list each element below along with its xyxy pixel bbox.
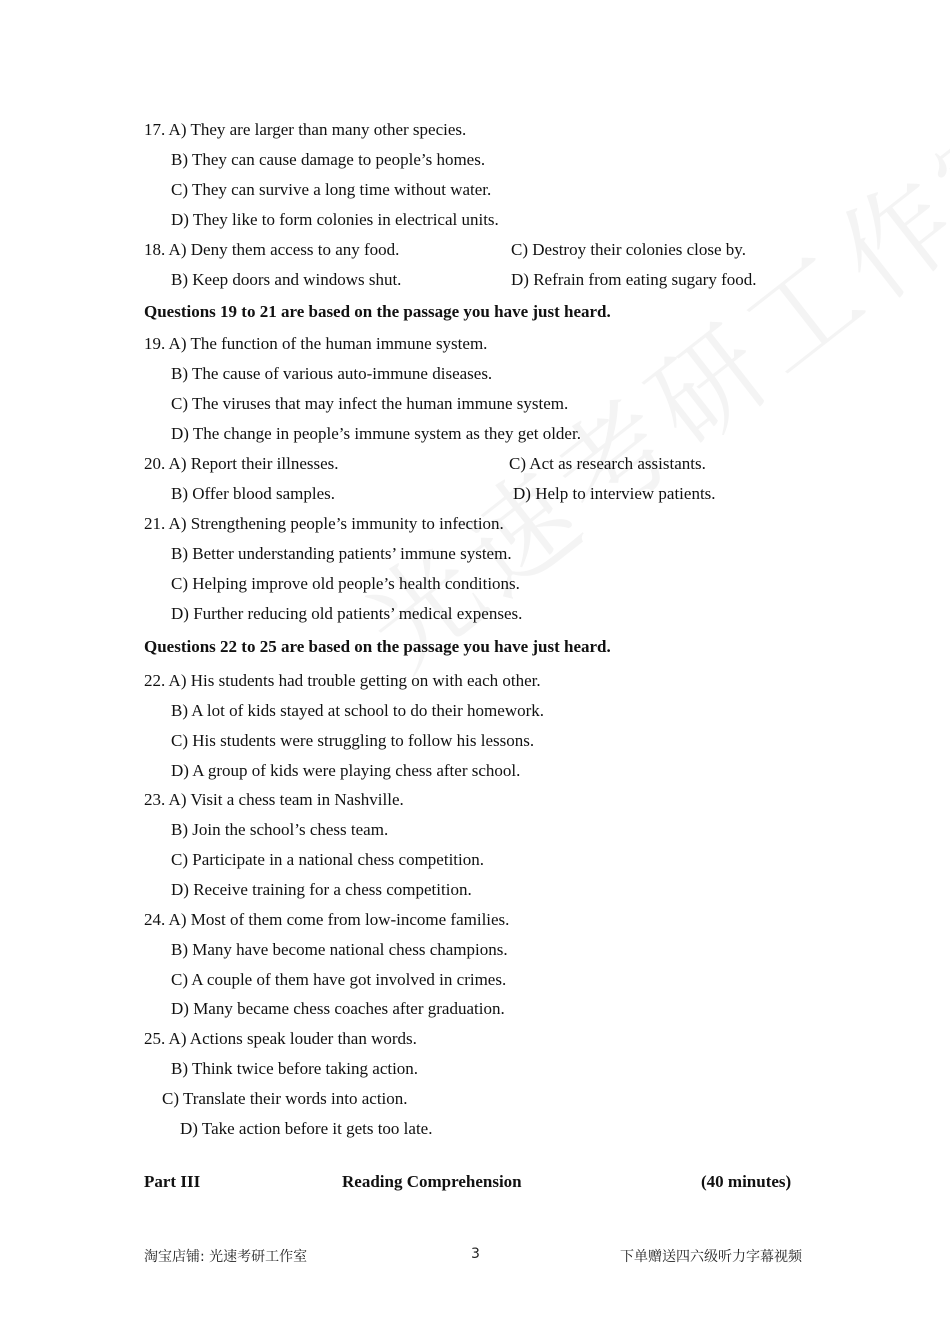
q25-option-b: B) Think twice before taking action. bbox=[171, 1059, 419, 1078]
q20-option-d: D) Help to interview patients. bbox=[513, 484, 716, 503]
q20-option-a: 20. A) Report their illnesses. bbox=[144, 454, 339, 473]
q21-option-c: C) Helping improve old people’s health conditions. bbox=[171, 574, 520, 593]
q24-option-c: C) A couple of them have got involved in crimes. bbox=[171, 970, 507, 989]
q21-option-b: B) Better understanding patients’ immune system. bbox=[171, 544, 512, 563]
q22-option-a: 22. A) His students had trouble getting on with each other. bbox=[144, 671, 541, 690]
q24-option-b: B) Many have become national chess champions. bbox=[171, 940, 508, 959]
q18-option-b: B) Keep doors and windows shut. bbox=[171, 270, 402, 289]
q24-option-a: 24. A) Most of them come from low-income families. bbox=[144, 910, 510, 929]
q23-option-c: C) Participate in a national chess competition. bbox=[171, 850, 484, 869]
q20-option-c: C) Act as research assistants. bbox=[509, 454, 706, 473]
q17-option-a: 17. A) They are larger than many other species. bbox=[144, 120, 467, 139]
q23-option-d: D) Receive training for a chess competition. bbox=[171, 880, 472, 899]
q23-option-a: 23. A) Visit a chess team in Nashville. bbox=[144, 790, 404, 809]
section-heading-22-25: Questions 22 to 25 are based on the passage you have just heard. bbox=[144, 637, 611, 656]
q24-option-d: D) Many became chess coaches after graduation. bbox=[171, 999, 505, 1018]
q25-option-a: 25. A) Actions speak louder than words. bbox=[144, 1029, 417, 1048]
q25-option-d: D) Take action before it gets too late. bbox=[180, 1119, 433, 1138]
q22-option-d: D) A group of kids were playing chess after school. bbox=[171, 761, 521, 780]
q19-option-d: D) The change in people’s immune system as they get older. bbox=[171, 424, 581, 443]
q17-option-b: B) They can cause damage to people’s homes. bbox=[171, 150, 486, 169]
part-number: Part III bbox=[144, 1172, 201, 1191]
q19-option-a: 19. A) The function of the human immune system. bbox=[144, 334, 488, 353]
q18-option-d: D) Refrain from eating sugary food. bbox=[511, 270, 757, 289]
section-heading-19-21: Questions 19 to 21 are based on the passage you have just heard. bbox=[144, 302, 611, 321]
q25-option-c: C) Translate their words into action. bbox=[162, 1089, 408, 1108]
q21-option-d: D) Further reducing old patients’ medical expenses. bbox=[171, 604, 523, 623]
q21-option-a: 21. A) Strengthening people’s immunity to infection. bbox=[144, 514, 504, 533]
q17-option-d: D) They like to form colonies in electrical units. bbox=[171, 210, 499, 229]
footer-promo: 下单赠送四六级听力字幕视频 bbox=[620, 1249, 802, 1265]
q18-option-c: C) Destroy their colonies close by. bbox=[511, 240, 746, 259]
q22-option-c: C) His students were struggling to follow his lessons. bbox=[171, 731, 535, 750]
q19-option-b: B) The cause of various auto-immune diseases. bbox=[171, 364, 493, 383]
q19-option-c: C) The viruses that may infect the human immune system. bbox=[171, 394, 569, 413]
part-time: (40 minutes) bbox=[701, 1172, 792, 1191]
q17-option-c: C) They can survive a long time without water. bbox=[171, 180, 492, 199]
q18-option-a: 18. A) Deny them access to any food. bbox=[144, 240, 400, 259]
q22-option-b: B) A lot of kids stayed at school to do their homework. bbox=[171, 701, 545, 720]
part-title: Reading Comprehension bbox=[342, 1172, 522, 1191]
q23-option-b: B) Join the school’s chess team. bbox=[171, 820, 389, 839]
footer-shop-name: 淘宝店铺: 光速考研工作室 bbox=[144, 1249, 308, 1265]
q20-option-b: B) Offer blood samples. bbox=[171, 484, 335, 503]
footer-page-number: 3 bbox=[471, 1246, 480, 1262]
